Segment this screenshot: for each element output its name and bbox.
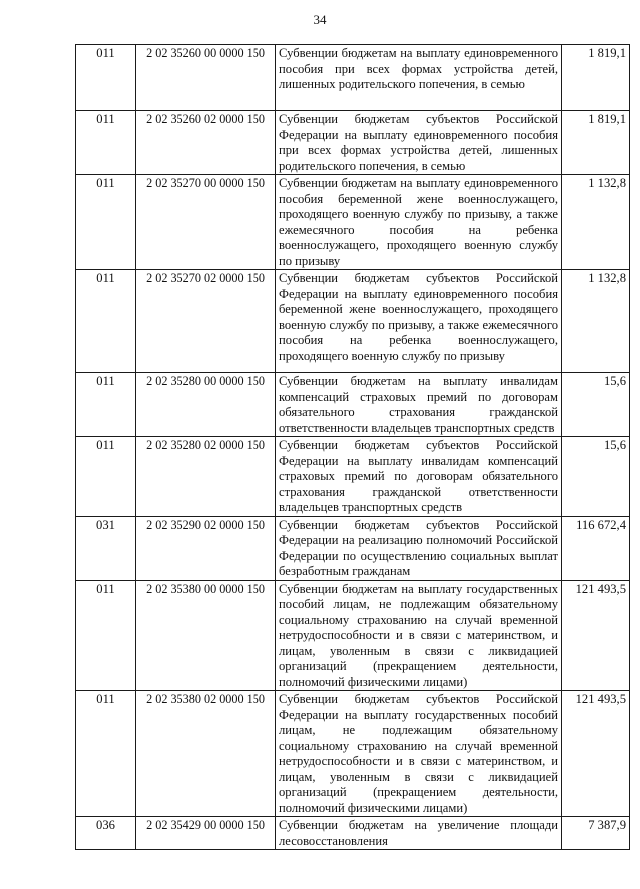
amount-cell: 1 819,1: [562, 111, 630, 175]
revenue-name-cell: Субвенции бюджетам на выплату инвалидам компенсаций страховых премий по договорам обязательного страхования гражданской ответственности владельцев транспортных средств: [276, 373, 562, 437]
revenue-name-cell: Субвенции бюджетам на увеличение площади лесовосстановления: [276, 817, 562, 850]
table-row: [76, 516, 630, 580]
revenue-name-cell: Субвенции бюджетам субъектов Российской Федерации на выплату единовременного пособия беременной жене военнослужащего, проходящего военную службу по призыву, а также ежемесячного пособия на ребенка военнослужащего, проходящего военную службу по призыву: [276, 270, 562, 373]
amount-cell: 1 132,8: [562, 270, 630, 373]
amount-cell: 116 672,4: [562, 516, 630, 580]
amount-cell: 15,6: [562, 437, 630, 517]
table-row: [76, 373, 630, 437]
admin-code-cell: 011: [76, 373, 136, 437]
admin-code-cell: 011: [76, 691, 136, 817]
amount-cell: 7 387,9: [562, 817, 630, 850]
revenue-name-cell: Субвенции бюджетам на выплату единовременного пособия беременной жене военнослужащего, проходящего военную службу по призыву, а также ежемесячного пособия на ребенка военнослужащего, проходящего военную службу по призыву: [276, 175, 562, 270]
budget-classification-code-cell: 2 02 35280 02 0000 150: [136, 437, 276, 517]
amount-cell: 1 132,8: [562, 175, 630, 270]
revenue-name-cell: Субвенции бюджетам на выплату государственных пособий лицам, не подлежащим обязательному социальному страхованию на случай временной нетрудоспособности и в связи с материнством, и лицам, уволенным в связи с ликвидацией организаций (прекращением деятельности, полномочий физическими лицами): [276, 580, 562, 691]
amount-cell: 1 819,1: [562, 45, 630, 111]
table-row: [76, 175, 630, 270]
revenue-name-cell: Субвенции бюджетам субъектов Российской Федерации на выплату единовременного пособия при всех формах устройства детей, лишенных родительского попечения, в семью: [276, 111, 562, 175]
table-row: [76, 111, 630, 175]
amount-cell: 121 493,5: [562, 691, 630, 817]
admin-code-cell: 011: [76, 175, 136, 270]
budget-classification-code-cell: 2 02 35380 02 0000 150: [136, 691, 276, 817]
budget-classification-code-cell: 2 02 35429 00 0000 150: [136, 817, 276, 850]
budget-classification-code-cell: 2 02 35270 00 0000 150: [136, 175, 276, 270]
admin-code-cell: 031: [76, 516, 136, 580]
admin-code-cell: 011: [76, 111, 136, 175]
budget-classification-code-cell: 2 02 35290 02 0000 150: [136, 516, 276, 580]
table-row: [76, 45, 630, 111]
admin-code-cell: 011: [76, 437, 136, 517]
admin-code-cell: 036: [76, 817, 136, 850]
table-row: [76, 691, 630, 817]
budget-classification-code-cell: 2 02 35260 02 0000 150: [136, 111, 276, 175]
revenue-name-cell: Субвенции бюджетам на выплату единовременного пособия при всех формах устройства детей, лишенных родительского попечения, в семью: [276, 45, 562, 111]
admin-code-cell: 011: [76, 580, 136, 691]
table-row: [76, 437, 630, 517]
budget-revenue-table: [75, 44, 630, 850]
revenue-name-cell: Субвенции бюджетам субъектов Российской Федерации на выплату государственных пособий лицам, не подлежащим обязательному социальному страхованию на случай временной нетрудоспособности и в связи с материнством, и лицам, уволенным в связи с ликвидацией организаций (прекращением деятельности, полномочий физическими лицами): [276, 691, 562, 817]
table-row: [76, 817, 630, 850]
admin-code-cell: 011: [76, 270, 136, 373]
budget-classification-code-cell: 2 02 35380 00 0000 150: [136, 580, 276, 691]
budget-classification-code-cell: 2 02 35280 00 0000 150: [136, 373, 276, 437]
table-row: [76, 270, 630, 373]
table-row: [76, 580, 630, 691]
page-number: 34: [313, 12, 327, 27]
budget-classification-code-cell: 2 02 35270 02 0000 150: [136, 270, 276, 373]
amount-cell: 15,6: [562, 373, 630, 437]
revenue-name-cell: Субвенции бюджетам субъектов Российской Федерации на выплату инвалидам компенсаций страховых премий по договорам обязательного страхования гражданской ответственности владельцев транспортных средств: [276, 437, 562, 517]
amount-cell: 121 493,5: [562, 580, 630, 691]
budget-classification-code-cell: 2 02 35260 00 0000 150: [136, 45, 276, 111]
revenue-name-cell: Субвенции бюджетам субъектов Российской Федерации на реализацию полномочий Российской Федерации по осуществлению социальных выплат безработным гражданам: [276, 516, 562, 580]
admin-code-cell: 011: [76, 45, 136, 111]
